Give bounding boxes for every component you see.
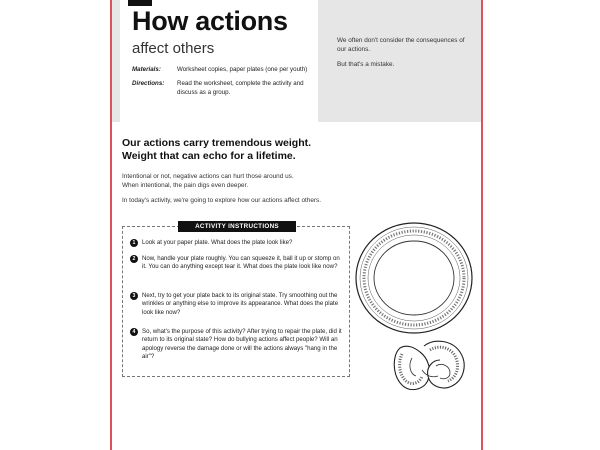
intro-text [337, 37, 472, 77]
step-number: 3 [130, 292, 138, 300]
step-text: So, what's the purpose of this activity? After trying to repair the plate, did it return to its original state? How do bullying actions affect people? Will an apology reverse the damage done or will the actions always "hang in the air"? [142, 328, 342, 361]
materials-label: Materials: [132, 66, 161, 73]
section-headline [122, 137, 462, 163]
intro-paragraph-2: But that's a mistake. [337, 61, 395, 69]
headline-line-2: Weight that can echo for a lifetime. [122, 150, 296, 162]
page-subtitle: affect others [132, 40, 215, 57]
step-number: 4 [130, 328, 138, 336]
worksheet-page [110, 0, 483, 450]
intro-paragraph-1: We often don't consider the consequences of our actions. [337, 37, 465, 53]
title-box [120, 0, 318, 122]
step-number: 1 [130, 239, 138, 247]
step-text: Now, handle your plate roughly. You can squeeze it, ball it up or stomp on it. You can do anything except tear it. What does the plate look like now? [142, 255, 340, 271]
step-number: 2 [130, 255, 138, 263]
headline-line-1: Our actions carry tremendous weight. [122, 137, 312, 149]
body-paragraph-1 [122, 172, 422, 190]
step-text: Next, try to get your plate back to its original state. Try smoothing out the wrinkles or anything else to improve its appearance. What does the plate look like now? [142, 292, 339, 316]
body-paragraph-2: In today's activity, we're going to explore how our actions affect others. [122, 197, 321, 204]
crumpled-plate-icon [394, 341, 464, 389]
page-title: How actions [132, 6, 288, 36]
body-text [122, 172, 422, 211]
body-paragraph-1-line-2: When intentional, the pain digs even deeper. [122, 182, 249, 189]
directions-label: Directions: [132, 80, 165, 87]
activity-instructions-box [122, 223, 350, 377]
directions-value: Read the worksheet, complete the activity and discuss as a group. [177, 80, 304, 96]
step-text: Look at your paper plate. What does the plate look like? [142, 239, 293, 246]
flat-plate-icon [356, 223, 472, 333]
materials-value: Worksheet copies, paper plates (one per youth) [177, 66, 308, 73]
paper-plate-illustration [352, 220, 480, 405]
activity-instructions-title: ACTIVITY INSTRUCTIONS [178, 221, 296, 232]
body-paragraph-1-line-1: Intentional or not, negative actions can hurt those around us. [122, 173, 294, 180]
